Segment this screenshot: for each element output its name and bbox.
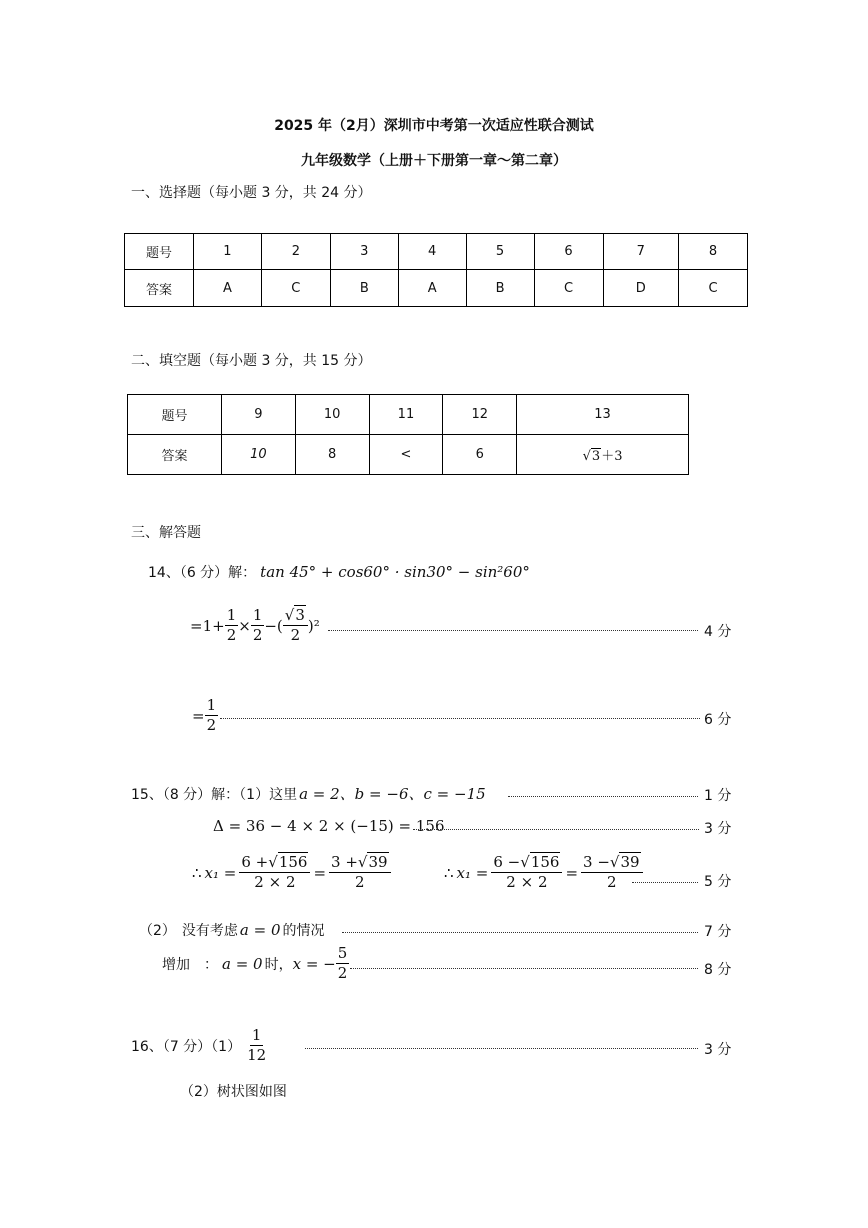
table-cell: 1 [194, 234, 262, 270]
fraction: $\frac{6 +√156}{2 \times 2}$ [239, 855, 310, 890]
therefore-sign: ∴ [444, 863, 454, 882]
q15-line1 [131, 783, 486, 804]
q15-root2 [444, 855, 643, 890]
table-cell: B [466, 270, 534, 307]
q14-step1-prefix: =1+ [190, 616, 225, 635]
q14-line [148, 562, 530, 582]
table-cell: C [261, 270, 330, 307]
q15-addition [162, 946, 349, 981]
q15-root1 [192, 855, 391, 890]
table-cell: < [369, 435, 443, 475]
table-cell: B [330, 270, 398, 307]
addition-label: 增加 ： [162, 956, 218, 973]
close-paren-square: )² [307, 616, 320, 635]
q15-label: 15、（8 分）解：（1）这里 [131, 786, 298, 803]
dotted-leader [508, 796, 698, 797]
table-cell: 8 [678, 234, 747, 270]
fraction: $\frac{5}{2}$ [337, 944, 348, 982]
q15-delta: Δ = 36 − 4 × 2 × (−15) = 156 [213, 817, 445, 835]
score-mark: 1 分 [704, 788, 732, 804]
table-cell: √3＋3 [517, 435, 689, 475]
sqrt-radicand: 3 [591, 449, 601, 464]
part2-tail: 的情况 [282, 923, 325, 939]
q16-label: 16、（7 分）（1） [131, 1038, 242, 1055]
section-3-heading: 三、解答题 [131, 525, 201, 541]
q16-part2: （2）树状图如图 [180, 1084, 287, 1100]
addition-expression: a = 0 [222, 954, 263, 973]
table-cell: 11 [369, 395, 443, 435]
score-mark: 7 分 [704, 924, 732, 940]
part2-expression: a = 0 [239, 921, 281, 939]
table-cell: 答案 [128, 435, 222, 475]
equals-sign: = [565, 863, 579, 882]
table-cell: 8 [295, 435, 369, 475]
table-cell: 6 [443, 435, 517, 475]
addition-mid: 时， [264, 956, 293, 973]
table-cell: 9 [222, 395, 296, 435]
fraction: $\frac{3 +√39}{2}$ [329, 855, 391, 890]
choice-answer-table [124, 233, 748, 307]
x1-label: x₁ = [456, 863, 489, 882]
table-row [128, 435, 689, 475]
dotted-leader [632, 882, 698, 883]
equals-sign: = [313, 863, 327, 882]
table-cell: 题号 [128, 395, 222, 435]
fill-answer-table [127, 394, 689, 475]
score-mark: 4 分 [704, 624, 732, 640]
dotted-leader [328, 630, 698, 631]
section-1-heading: 一、选择题（每小题 3 分，共 24 分） [131, 185, 372, 201]
score-mark: 5 分 [704, 874, 732, 890]
part2-label: （2） [139, 923, 176, 939]
q14-step1 [190, 608, 320, 643]
minus-paren: −( [264, 616, 283, 635]
table-cell: C [678, 270, 747, 307]
table-row [125, 234, 748, 270]
table-cell: 10 [295, 395, 369, 435]
x-value: x = − [292, 954, 336, 973]
table-cell: A [398, 270, 466, 307]
fraction: $\frac{3 -√39}{2}$ [581, 855, 643, 890]
page-title: 2025 年（2月）深圳市中考第一次适应性联合测试 [274, 118, 594, 134]
table-cell: 7 [603, 234, 678, 270]
table-cell: C [534, 270, 603, 307]
score-mark: 6 分 [704, 712, 732, 728]
table-cell: 10 [222, 435, 296, 475]
answer-13-rest: ＋3 [601, 449, 623, 464]
table-cell: D [603, 270, 678, 307]
score-mark: 8 分 [704, 962, 732, 978]
q14-step2 [192, 698, 218, 733]
score-mark: 3 分 [704, 1042, 732, 1058]
fraction: $\frac{1}{2}$ [252, 606, 263, 644]
table-cell: 3 [330, 234, 398, 270]
table-cell: 题号 [125, 234, 194, 270]
x1-label: x₁ = [204, 863, 237, 882]
table-cell: 2 [261, 234, 330, 270]
q14-label: 14、（6 分）解： [148, 565, 257, 581]
table-cell: 13 [517, 395, 689, 435]
fraction: $\frac{6 -√156}{2 \times 2}$ [491, 855, 562, 890]
q15-part2 [139, 920, 325, 940]
fraction: $\frac{1}{12}$ [247, 1026, 267, 1064]
dotted-leader [350, 968, 698, 969]
table-cell: 12 [443, 395, 517, 435]
q15-coefficients: a = 2、b = −6、c = −15 [299, 785, 486, 803]
score-mark: 3 分 [704, 821, 732, 837]
dotted-leader [342, 932, 698, 933]
table-cell: 6 [534, 234, 603, 270]
section-2-heading: 二、填空题（每小题 3 分，共 15 分） [131, 353, 372, 369]
q14-expression: tan 45° + cos60° · sin30° − sin²60° [260, 563, 530, 581]
dotted-leader [305, 1048, 698, 1049]
therefore-sign: ∴ [192, 863, 202, 882]
dotted-leader [413, 829, 699, 830]
table-cell: 答案 [125, 270, 194, 307]
table-row [128, 395, 689, 435]
equals-sign: = [192, 706, 205, 725]
q16-line1 [131, 1028, 268, 1063]
table-cell: 4 [398, 234, 466, 270]
fraction: $\frac{√3}{2}$ [283, 608, 308, 643]
fraction: $\frac{1}{2}$ [206, 696, 217, 734]
table-cell: 5 [466, 234, 534, 270]
part2-text: 没有考虑 [181, 923, 238, 939]
table-cell: A [194, 270, 262, 307]
fraction: $\frac{1}{2}$ [226, 606, 237, 644]
table-row [125, 270, 748, 307]
times-sign: × [238, 616, 251, 635]
page-subtitle: 九年级数学（上册＋下册第一章～第二章） [301, 153, 567, 169]
dotted-leader [220, 718, 700, 719]
